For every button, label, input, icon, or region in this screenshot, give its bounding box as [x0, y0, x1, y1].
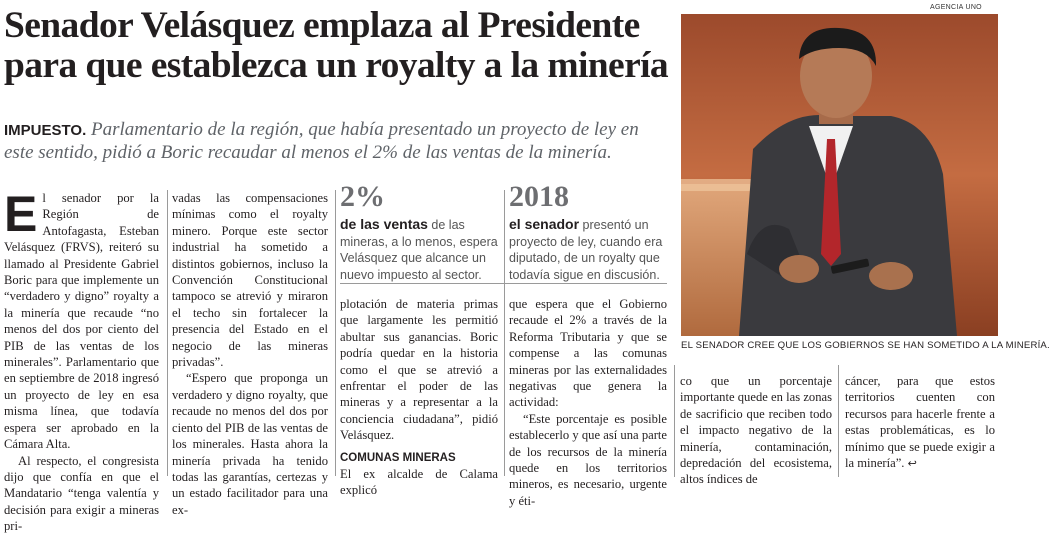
drop-cap: E [4, 186, 38, 242]
body-col6-paragraph-1: cáncer, para que estos territorios cuenten con recursos para hacerle frente a estas problemáticas, es lo mínimo que se puede exigir a la minería”. [845, 374, 995, 471]
stat-bold: el senador [509, 216, 580, 232]
body-col1-paragraph-2: Al respecto, el congresista dijo que confía en que el Mandatario “tenga valentía y decisión para exigir a mineras pri- [4, 453, 159, 534]
senator-photo-illustration [681, 14, 998, 336]
stat-box-1 [340, 182, 498, 283]
body-col1-paragraph-1: l senador por la Región de Antofagasta, Esteban Velásquez (FRVS), reiteró su llamado al Presidente Gabriel Boric para que implemente un “verdadero y digno” royalty a la minería que recaude “no menos del dos por ciento del PIB de las ventas de los minerales”. Parlamentario que en septiembre de 2018 ingresó un proyecto de ley en esa misma línea, que todavía espera ser aprobado en la Cámara Alta. [4, 191, 159, 452]
body-col3-paragraph-1: plotación de materia primas que largamente les permitió abultar sus ganancias. Boric podría quedar en la historia como el que se atrevió a enfrentar el poder de las mineras y a representar a la conciencia ciudadana”, pidió Velásquez. [340, 297, 498, 443]
stat-box-2 [509, 182, 667, 283]
column-divider [504, 190, 505, 476]
body-col2-paragraph-2: “Espero que proponga un verdadero y digno royalty, que recaude no menos del dos por ciento del PIB de las ventas de los minerales. Hasta ahora la minería privada ha tenido todas las garantías, certezas y un estado facilitador para una ex- [172, 371, 328, 517]
lead-text: Parlamentario de la región, que había presentado un proyecto de ley en este sentido, pidió a Boric recaudar al menos el 2% de las ventas de la minería. [4, 119, 639, 163]
photo-caption: EL SENADOR CREE QUE LOS GOBIERNOS SE HAN SOMETIDO A LA MINERÍA. [681, 340, 1050, 351]
column-divider [674, 365, 675, 477]
stat-text: de las mineras, a lo menos, espera Velásquez que alcance un nuevo impuesto al sector. [340, 218, 498, 282]
body-col4-paragraph-1: que espera que el Gobierno recaude el 2% a través de la Reforma Tributaria y que se compense a las comunas mineras por las externalidades negativas que genera la actividad: [509, 297, 667, 410]
stat-text: presentó un proyecto de ley, cuando era diputado, de un royalty que todavía sigue en discusión. [509, 218, 663, 282]
end-mark-icon: ↩ [907, 457, 917, 471]
stat-number: 2% [340, 180, 385, 213]
headline-line-2: para que establezca un royalty a la minería [4, 45, 669, 86]
body-column-4 [509, 296, 667, 509]
lead-kicker: IMPUESTO. [4, 122, 87, 139]
body-col3-paragraph-2: El ex alcalde de Calama explicó [340, 466, 498, 498]
lead-paragraph [4, 119, 669, 164]
senator-photo [681, 14, 998, 336]
photo-credit: AGENCIA UNO [930, 4, 982, 11]
stat-description [340, 216, 498, 283]
column-divider [335, 190, 336, 476]
stat-description [509, 216, 667, 283]
body-column-5 [680, 373, 832, 488]
body-column-6 [845, 373, 995, 472]
body-column-3 [340, 296, 498, 498]
body-col2-paragraph-1: vadas las compensaciones mínimas como el royalty minero. Porque este sector industrial ha sometido a distintos gobiernos, incluso la Convención Constitucional tampoco se atrevió y miraron el techo sin fortalecer la presencia del Estado en el negocio de las mineras privadas”. [172, 191, 328, 370]
column-divider [838, 365, 839, 477]
subhead: COMUNAS MINERAS [340, 451, 456, 464]
body-col5-paragraph-1: co que un porcentaje importante quede en las zonas de sacrificio que reciben todo el impacto negativo de la minería, contaminación, depredación del ecosistema, altos índices de [680, 374, 832, 487]
body-col4-paragraph-2: “Este porcentaje es posible establecerlo y que así una parte de los recursos de la minería quede en los territorios mineros, es necesario, urgente y éti- [509, 411, 667, 508]
stat-number: 2018 [509, 180, 569, 213]
headline [4, 6, 669, 86]
body-column-2 [172, 190, 328, 518]
stat-bold: de las ventas [340, 216, 428, 232]
headline-line-1: Senador Velásquez emplaza al Presidente [4, 5, 640, 46]
column-divider [167, 190, 168, 476]
stat-separator [340, 283, 667, 284]
body-column-1 [4, 186, 159, 535]
